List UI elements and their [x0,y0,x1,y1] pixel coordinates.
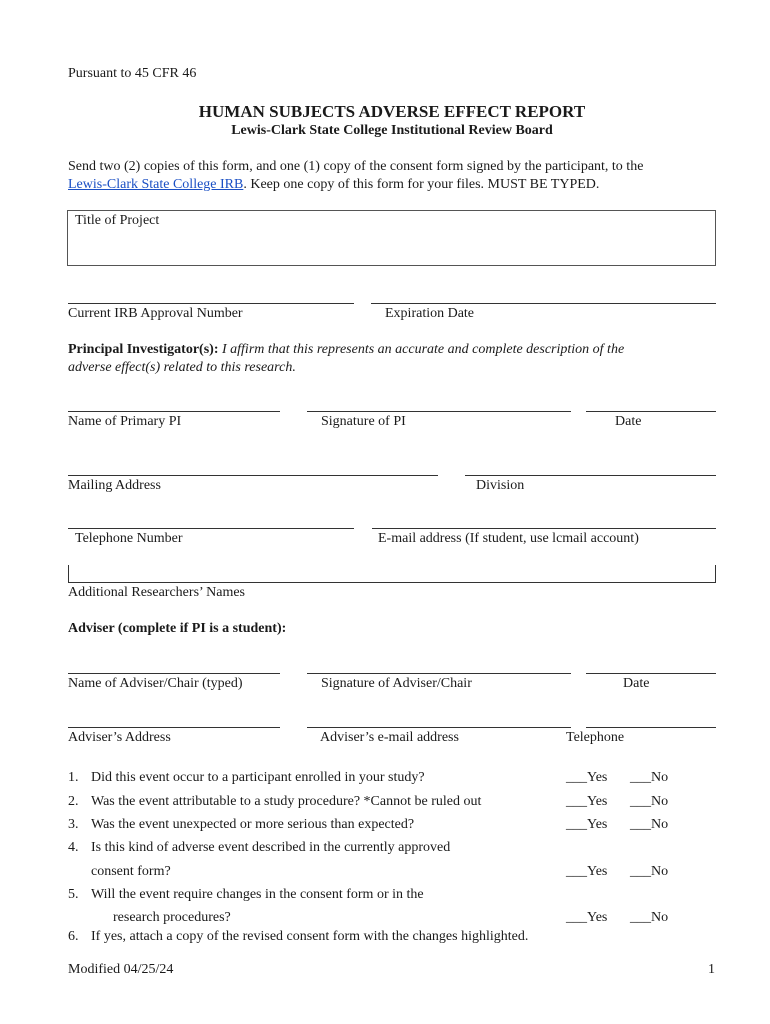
no-option[interactable]: ___No [630,770,669,785]
question-number: 5. [68,887,79,902]
question-number: 3. [68,817,79,832]
no-option[interactable]: ___No [630,864,669,879]
no-option[interactable]: ___No [630,817,669,832]
pi-signature-label: Signature of PI [321,414,406,429]
modified-date: Modified 04/25/24 [68,962,174,977]
division-label: Division [476,478,525,493]
question-text: Was the event attributable to a study procedure? *Cannot be ruled out [91,794,482,809]
question-number: 1. [68,770,79,785]
yes-option[interactable]: ___Yes [566,770,608,785]
project-title-field[interactable] [67,210,716,266]
page-number: 1 [708,962,715,977]
question-text: Did this event occur to a participant enrolled in your study? [91,770,425,785]
pursuant-note: Pursuant to 45 CFR 46 [68,66,197,81]
adviser-telephone-label: Telephone [566,730,625,745]
question-text: If yes, attach a copy of the revised consent form with the changes highlighted. [91,929,529,944]
email-label: E-mail address (If student, use lcmail account) [378,531,639,546]
question-number: 6. [68,929,79,944]
yes-option[interactable]: ___Yes [566,910,608,925]
additional-researchers-field[interactable] [68,565,716,583]
project-title-label: Title of Project [75,213,160,228]
adviser-telephone-field[interactable] [586,727,716,728]
no-option[interactable]: ___No [630,910,669,925]
mailing-address-field[interactable] [68,475,438,476]
pi-name-label: Name of Primary PI [68,414,182,429]
yes-option[interactable]: ___Yes [566,864,608,879]
question-number: 2. [68,794,79,809]
division-field[interactable] [465,475,716,476]
yes-option[interactable]: ___Yes [566,794,608,809]
adviser-heading: Adviser (complete if PI is a student): [68,621,287,636]
telephone-label: Telephone Number [75,531,183,546]
adviser-name-field[interactable] [68,673,280,674]
no-option[interactable]: ___No [630,794,669,809]
pi-heading: Principal Investigator(s): [68,342,219,357]
adviser-name-label: Name of Adviser/Chair (typed) [68,676,243,691]
email-field[interactable] [372,528,716,529]
irb-number-field[interactable] [68,303,354,304]
question-text-continued: research procedures? [113,910,231,925]
instructions-line-2 [68,177,599,193]
pi-affirmation: I affirm that this represents an accurate and complete description of the [218,342,625,357]
adviser-signature-label: Signature of Adviser/Chair [321,676,472,691]
adviser-signature-field[interactable] [307,673,571,674]
expiration-label: Expiration Date [385,306,475,321]
page-subtitle: Lewis-Clark State College Institutional Review Board [231,123,553,138]
question-number: 4. [68,840,79,855]
pi-signature-field[interactable] [307,411,571,412]
additional-researchers-label: Additional Researchers’ Names [68,585,246,600]
pi-statement-line-2: adverse effect(s) related to this research. [68,360,296,375]
instructions-line-1: Send two (2) copies of this form, and one (1) copy of the consent form signed by the participant, to the [68,159,644,174]
adviser-email-label: Adviser’s e-mail address [320,730,459,745]
telephone-field[interactable] [68,528,354,529]
pi-name-field[interactable] [68,411,280,412]
adviser-address-label: Adviser’s Address [68,730,171,745]
adviser-date-field[interactable] [586,673,716,674]
yes-option[interactable]: ___Yes [566,817,608,832]
pi-date-field[interactable] [586,411,716,412]
question-text: Is this kind of adverse event described in the currently approved [91,840,451,855]
irb-link[interactable]: Lewis-Clark State College IRB [68,177,244,192]
adviser-address-field[interactable] [68,727,280,728]
instructions-line-2-text: . Keep one copy of this form for your files. MUST BE TYPED. [243,177,600,192]
adviser-email-field[interactable] [307,727,571,728]
question-text: Was the event unexpected or more serious than expected? [91,817,415,832]
expiration-field[interactable] [371,303,716,304]
page-title: HUMAN SUBJECTS ADVERSE EFFECT REPORT [198,102,586,121]
irb-number-label: Current IRB Approval Number [68,306,243,321]
question-text-continued: consent form? [91,864,171,879]
question-text: Will the event require changes in the consent form or in the [91,887,424,902]
adviser-date-label: Date [623,676,650,691]
pi-statement-line-1 [68,342,624,358]
pi-date-label: Date [615,414,642,429]
mailing-address-label: Mailing Address [68,478,161,493]
